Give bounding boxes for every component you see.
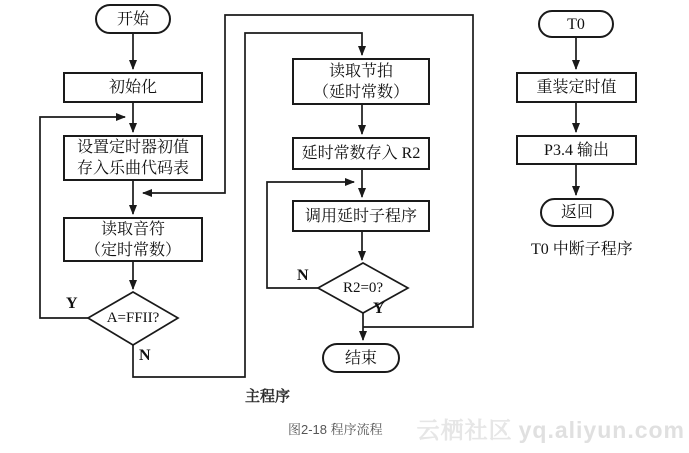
init-process [63,72,203,103]
read-note-process [63,217,203,262]
reload-timer-label: 重装定时值 [536,79,617,96]
start-terminator [95,4,171,34]
watermark-en: yq.aliyun.com [518,417,685,443]
set-timer-line2: 存入乐曲代码表 [76,160,189,177]
watermark [417,412,685,445]
interrupt-caption: T0 中断子程序 [531,241,633,258]
t0-label: T0 [567,15,585,33]
decision-r2-yes-label: Y [373,300,385,317]
decision-r2-no-label: N [297,267,309,284]
p34-output-process [516,135,637,165]
watermark-cn: 云栖社区 [416,417,513,443]
t0-terminator [538,10,614,38]
start-label: 开始 [116,10,149,28]
init-label: 初始化 [108,79,157,96]
end-label: 结束 [344,349,377,367]
read-beat-line1: 读取节拍 [328,62,393,80]
call-delay-process [292,200,430,232]
decision-a-yes-label: Y [66,295,78,312]
main-program-caption: 主程序 [245,388,291,405]
figure-caption: 图2-18 程序流程 [288,422,383,437]
reload-timer-process [516,72,637,103]
read-note-line1: 读取音符 [100,220,165,238]
call-delay-label: 调用延时子程序 [304,207,417,225]
store-r2-label: 延时常数存入 R2 [301,145,421,162]
read-beat-process [292,58,430,105]
read-beat-line2: （延时常数） [312,83,409,101]
decision-r2-label: R2=0? [342,279,384,296]
set-timer-process [63,135,203,181]
decision-a-no-label: N [139,347,151,364]
read-note-line2: （定时常数） [84,241,181,259]
p34-output-label: P3.4 输出 [544,141,609,159]
edge-decision-r2-no-loop [267,182,354,288]
end-terminator [322,343,400,373]
return-terminator [540,198,614,227]
set-timer-line1: 设置定时器初值 [76,139,189,156]
store-r2-process [292,137,430,170]
decision-a-label: A=FFII? [106,309,160,326]
return-label: 返回 [560,204,593,221]
